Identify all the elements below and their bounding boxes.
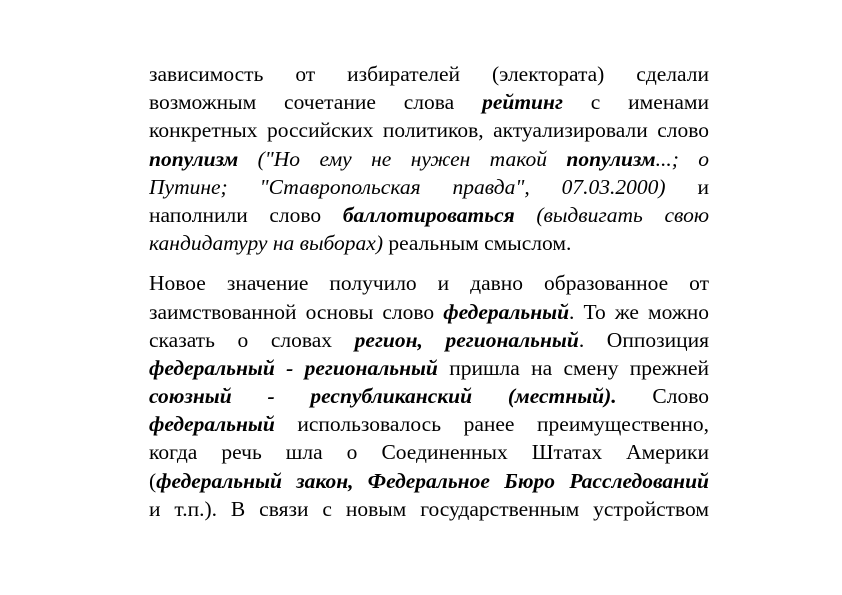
emphasized-term: баллотироваться: [342, 202, 515, 227]
text-line: [149, 298, 709, 326]
text-line: [149, 326, 709, 354]
emphasized-term: регион, региональный: [354, 327, 579, 352]
text-line: [149, 467, 709, 495]
text-line: [149, 145, 709, 173]
emphasized-term: рейтинг: [482, 90, 563, 115]
emphasized-term: федеральный закон, Федеральное Бюро Расследований: [156, 468, 709, 493]
text-run: пришла на смену прежней: [437, 355, 709, 380]
text-line: [149, 438, 709, 466]
text-run: . Оппозиция: [578, 327, 709, 352]
text-run: (: [149, 468, 157, 493]
text-run: реальным смыслом.: [383, 231, 572, 256]
emphasized-term: федеральный: [149, 412, 275, 437]
document-text: [149, 60, 709, 535]
text-run: и т.п.). В связи с новым государственным устройством: [149, 496, 709, 521]
text-line: [149, 229, 709, 257]
emphasized-term: ...; о: [655, 146, 709, 171]
text-run: с именами: [562, 90, 709, 115]
paragraph: [149, 60, 709, 257]
text-run: заимствованной основы слово: [149, 299, 444, 324]
emphasized-term: союзный - республиканский (местный).: [149, 384, 617, 409]
text-run: сказать о словах: [149, 327, 355, 352]
text-line: [149, 382, 709, 410]
emphasized-term: кандидатуру на выборах): [149, 231, 383, 256]
emphasized-term: федеральный - региональный: [149, 355, 438, 380]
text-run: . То же можно: [569, 299, 709, 324]
text-run: и: [665, 174, 709, 199]
emphasized-term: ("Но ему не нужен такой: [238, 146, 567, 171]
emphasized-term: популизм: [149, 146, 239, 171]
paragraph: [149, 269, 709, 523]
text-line: [149, 269, 709, 297]
text-run: зависимость от избирателей (электората) сделали: [149, 62, 709, 86]
text-line: [149, 116, 709, 144]
text-line: [149, 495, 709, 523]
text-run: когда речь шла о Соединенных Штатах Америки: [149, 440, 709, 465]
text-line: [149, 88, 709, 116]
emphasized-term: федеральный: [443, 299, 570, 324]
text-line: [149, 173, 709, 201]
text-run: использовалось ранее преимущественно,: [274, 412, 709, 437]
emphasized-term: (выдвигать свою: [514, 202, 709, 227]
text-run: Новое значение получило и давно образованное от: [149, 271, 709, 296]
text-line: [149, 60, 709, 88]
text-run: конкретных российских политиков, актуализировали слово: [149, 118, 709, 143]
text-run: возможным сочетание слова: [149, 90, 483, 115]
emphasized-term: Путине; "Ставропольская правда", 07.03.2000): [149, 174, 666, 199]
emphasized-term: популизм: [566, 146, 656, 171]
text-run: наполнили слово: [149, 202, 343, 227]
text-line: [149, 354, 709, 382]
text-line: [149, 201, 709, 229]
text-run: Слово: [616, 384, 709, 409]
text-line: [149, 410, 709, 438]
